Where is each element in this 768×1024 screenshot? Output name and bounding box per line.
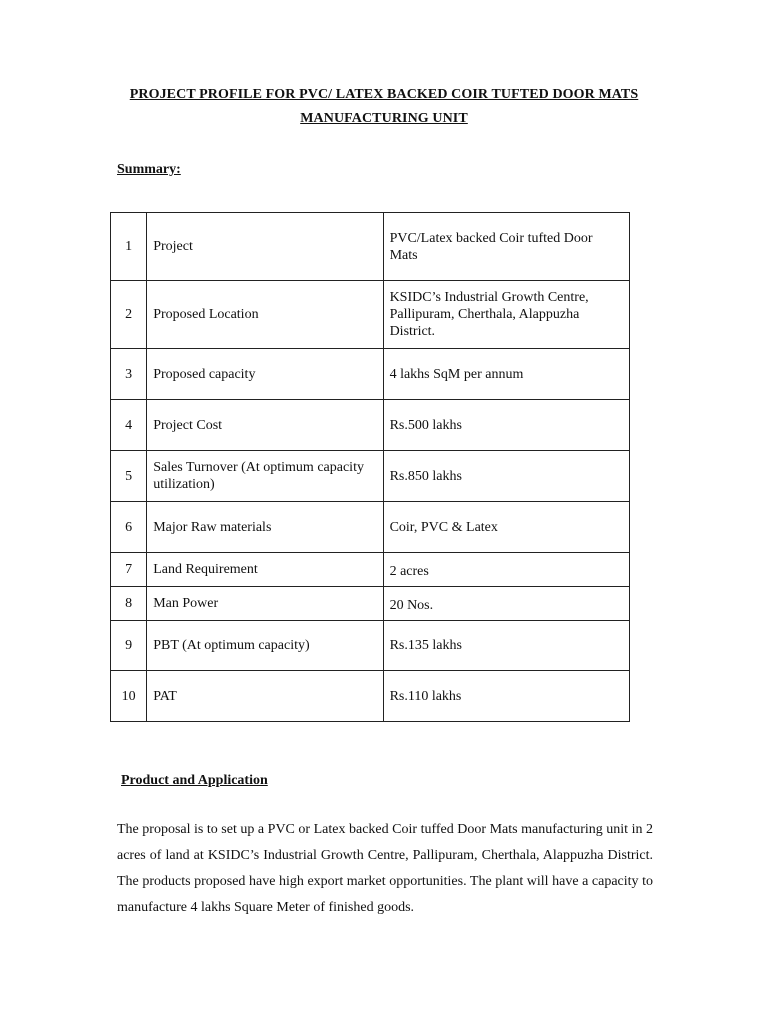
- product-application-paragraph: The proposal is to set up a PVC or Latex backed Coir tuffed Door Mats manufacturing unit in 2 acres of land at KSIDC’s Industrial Growth Centre, Pallipuram, Cherthala, Alappuzha District. The products proposed have high export market opportunities. The plant will have a capacity to manufacture 4 lakhs Square Meter of finished goods.: [117, 822, 653, 915]
- row-value: 4 lakhs SqM per annum: [383, 349, 629, 400]
- table-row: [111, 400, 630, 451]
- row-value: KSIDC’s Industrial Growth Centre, Pallipuram, Cherthala, Alappuzha District.: [383, 281, 629, 349]
- table-row: [111, 451, 630, 502]
- document-title-line-2: MANUFACTURING UNIT: [300, 111, 468, 126]
- document-title-line-1: PROJECT PROFILE FOR PVC/ LATEX BACKED COIR TUFTED DOOR MATS: [129, 87, 639, 102]
- row-number: 6: [111, 502, 147, 553]
- row-value: 2 acres: [383, 553, 629, 587]
- table-row: [111, 671, 630, 722]
- row-number: 4: [111, 400, 147, 451]
- row-number: 7: [111, 553, 147, 587]
- row-number: 8: [111, 587, 147, 621]
- table-row: [111, 213, 630, 281]
- table-row: [111, 502, 630, 553]
- row-value: Rs.135 lakhs: [383, 621, 629, 671]
- row-item: Project: [147, 213, 383, 281]
- summary-heading: Summary:: [117, 162, 181, 177]
- row-value: 20 Nos.: [383, 587, 629, 621]
- table-row: [111, 621, 630, 671]
- row-number: 5: [111, 451, 147, 502]
- row-item: PAT: [147, 671, 383, 722]
- summary-table: [110, 212, 630, 722]
- table-row: [111, 587, 630, 621]
- row-number: 10: [111, 671, 147, 722]
- row-item: Proposed capacity: [147, 349, 383, 400]
- row-item: Man Power: [147, 587, 383, 621]
- row-value: PVC/Latex backed Coir tufted Door Mats: [383, 213, 629, 281]
- row-number: 9: [111, 621, 147, 671]
- row-item: Sales Turnover (At optimum capacity utilization): [147, 451, 383, 502]
- row-item: Land Requirement: [147, 553, 383, 587]
- row-item: Proposed Location: [147, 281, 383, 349]
- row-number: 3: [111, 349, 147, 400]
- row-value: Rs.110 lakhs: [383, 671, 629, 722]
- table-row: [111, 553, 630, 587]
- table-row: [111, 349, 630, 400]
- row-number: 1: [111, 213, 147, 281]
- row-value: Rs.850 lakhs: [383, 451, 629, 502]
- row-value: Rs.500 lakhs: [383, 400, 629, 451]
- row-item: Major Raw materials: [147, 502, 383, 553]
- product-application-heading: Product and Application: [121, 773, 268, 788]
- row-item: PBT (At optimum capacity): [147, 621, 383, 671]
- table-row: [111, 281, 630, 349]
- row-item: Project Cost: [147, 400, 383, 451]
- row-value: Coir, PVC & Latex: [383, 502, 629, 553]
- row-number: 2: [111, 281, 147, 349]
